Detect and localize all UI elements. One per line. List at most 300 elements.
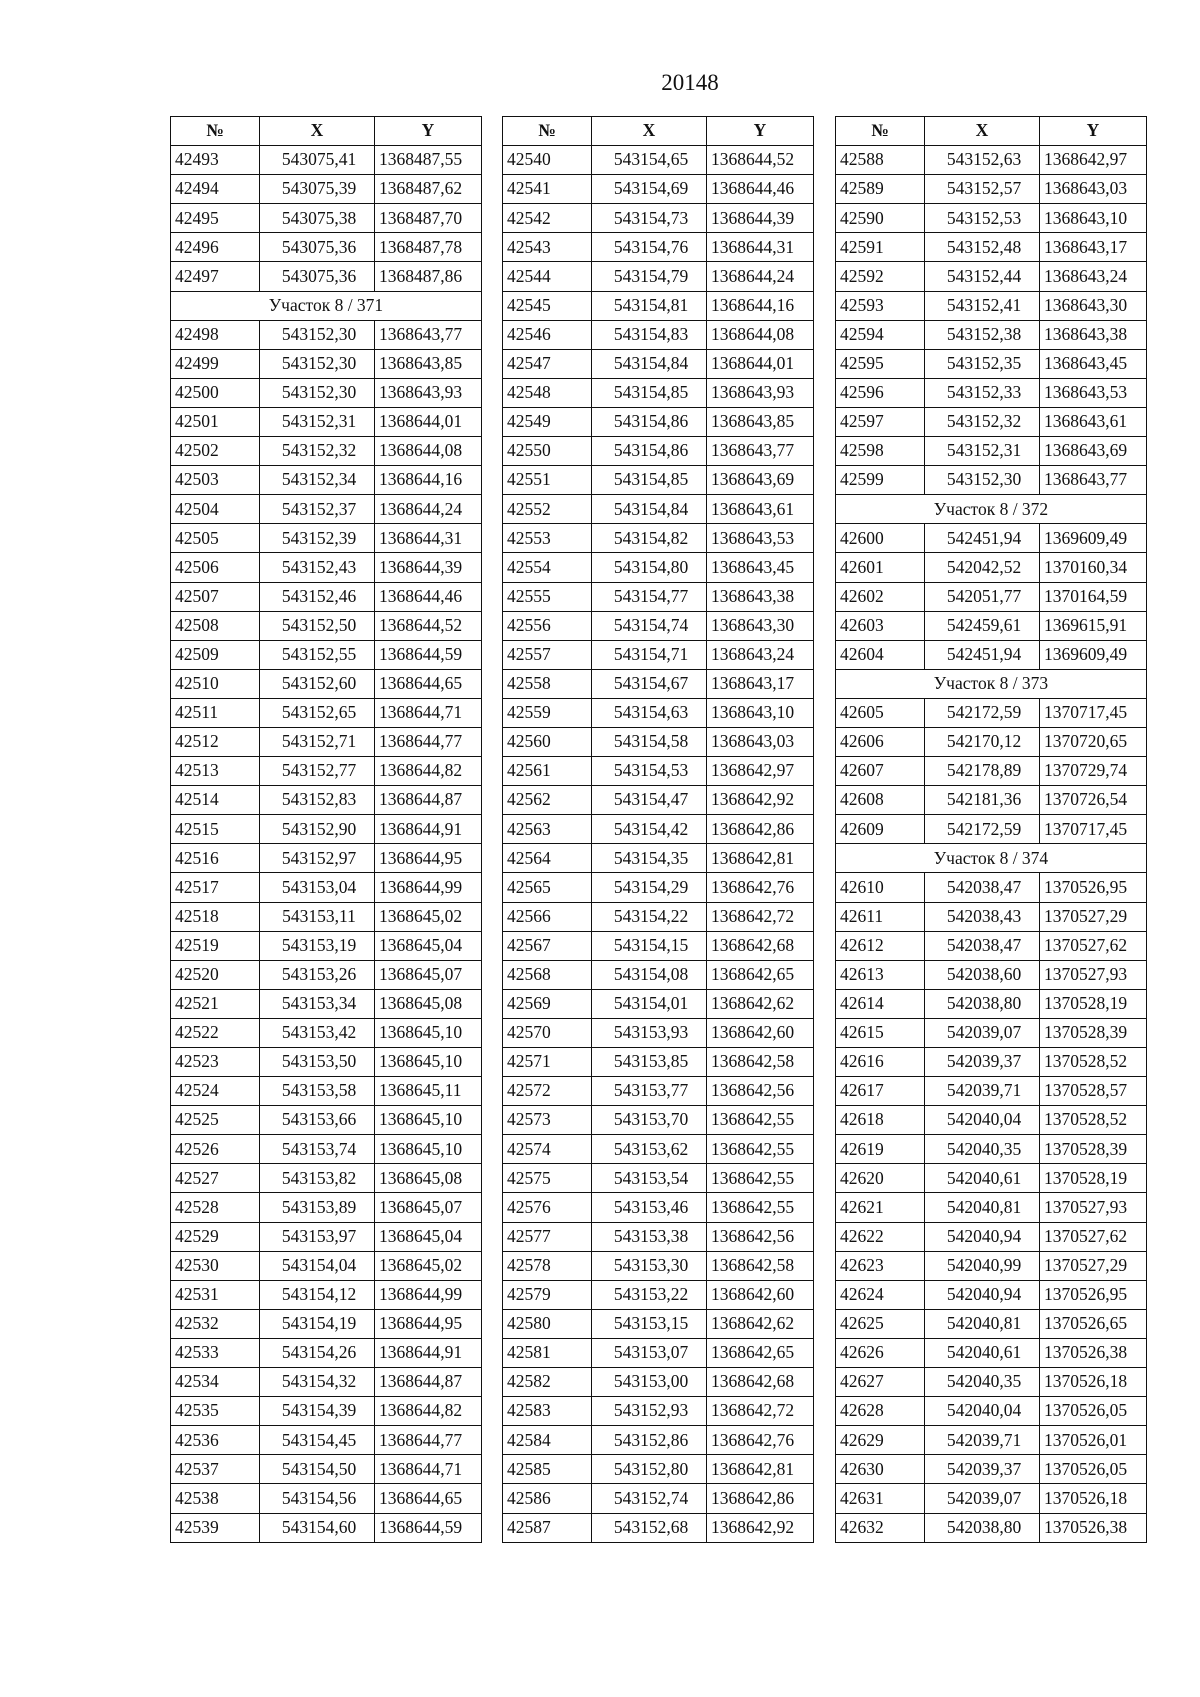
y-coordinate-cell: 1370526,01 xyxy=(1040,1426,1147,1455)
table-row xyxy=(836,873,1147,902)
table-row xyxy=(171,262,482,291)
header-number: № xyxy=(503,117,592,146)
x-coordinate-cell: 543154,56 xyxy=(260,1484,375,1513)
y-coordinate-cell: 1370526,18 xyxy=(1040,1368,1147,1397)
x-coordinate-cell: 543153,34 xyxy=(260,989,375,1018)
point-number-cell: 42621 xyxy=(836,1193,925,1222)
point-number-cell: 42549 xyxy=(503,407,592,436)
x-coordinate-cell: 543152,30 xyxy=(260,378,375,407)
y-coordinate-cell: 1368645,04 xyxy=(375,1222,482,1251)
point-number-cell: 42629 xyxy=(836,1426,925,1455)
y-coordinate-cell: 1368644,39 xyxy=(375,553,482,582)
y-coordinate-cell: 1368642,81 xyxy=(707,844,814,873)
y-coordinate-cell: 1368642,76 xyxy=(707,873,814,902)
x-coordinate-cell: 542451,94 xyxy=(925,640,1040,669)
x-coordinate-cell: 543153,74 xyxy=(260,1135,375,1164)
section-title: Участок 8 / 372 xyxy=(836,495,1147,524)
point-number-cell: 42514 xyxy=(171,786,260,815)
point-number-cell: 42515 xyxy=(171,815,260,844)
y-coordinate-cell: 1368643,30 xyxy=(707,611,814,640)
table-row xyxy=(836,262,1147,291)
point-number-cell: 42556 xyxy=(503,611,592,640)
x-coordinate-cell: 543153,22 xyxy=(592,1280,707,1309)
table-row xyxy=(503,1455,814,1484)
table-row xyxy=(836,1048,1147,1077)
table-row xyxy=(836,727,1147,756)
point-number-cell: 42615 xyxy=(836,1018,925,1047)
y-coordinate-cell: 1370527,29 xyxy=(1040,1251,1147,1280)
header-y: Y xyxy=(1040,117,1147,146)
x-coordinate-cell: 543152,86 xyxy=(592,1426,707,1455)
table-row xyxy=(171,611,482,640)
x-coordinate-cell: 543153,77 xyxy=(592,1077,707,1106)
y-coordinate-cell: 1370528,57 xyxy=(1040,1077,1147,1106)
y-coordinate-cell: 1368642,55 xyxy=(707,1135,814,1164)
table-row xyxy=(836,757,1147,786)
y-coordinate-cell: 1368644,52 xyxy=(707,146,814,175)
point-number-cell: 42608 xyxy=(836,786,925,815)
point-number-cell: 42526 xyxy=(171,1135,260,1164)
table-row xyxy=(171,989,482,1018)
point-number-cell: 42513 xyxy=(171,757,260,786)
section-row xyxy=(836,669,1147,698)
y-coordinate-cell: 1370526,95 xyxy=(1040,1280,1147,1309)
point-number-cell: 42531 xyxy=(171,1280,260,1309)
x-coordinate-cell: 543153,30 xyxy=(592,1251,707,1280)
table-row xyxy=(503,989,814,1018)
y-coordinate-cell: 1368645,02 xyxy=(375,902,482,931)
point-number-cell: 42616 xyxy=(836,1048,925,1077)
table-row xyxy=(836,1368,1147,1397)
y-coordinate-cell: 1368645,10 xyxy=(375,1048,482,1077)
point-number-cell: 42574 xyxy=(503,1135,592,1164)
table-row xyxy=(171,844,482,873)
point-number-cell: 42493 xyxy=(171,146,260,175)
point-number-cell: 42541 xyxy=(503,175,592,204)
point-number-cell: 42567 xyxy=(503,931,592,960)
x-coordinate-cell: 543075,41 xyxy=(260,146,375,175)
point-number-cell: 42562 xyxy=(503,786,592,815)
point-number-cell: 42559 xyxy=(503,698,592,727)
y-coordinate-cell: 1370527,93 xyxy=(1040,1193,1147,1222)
y-coordinate-cell: 1368644,82 xyxy=(375,757,482,786)
x-coordinate-cell: 542039,37 xyxy=(925,1455,1040,1484)
table-row xyxy=(171,1309,482,1338)
table-row xyxy=(836,1338,1147,1367)
x-coordinate-cell: 543153,97 xyxy=(260,1222,375,1251)
header-x: X xyxy=(592,117,707,146)
x-coordinate-cell: 542040,94 xyxy=(925,1222,1040,1251)
x-coordinate-cell: 543153,62 xyxy=(592,1135,707,1164)
x-coordinate-cell: 543154,73 xyxy=(592,204,707,233)
table-row xyxy=(503,262,814,291)
y-coordinate-cell: 1368643,77 xyxy=(707,437,814,466)
point-number-cell: 42518 xyxy=(171,902,260,931)
y-coordinate-cell: 1368644,01 xyxy=(707,349,814,378)
x-coordinate-cell: 543154,83 xyxy=(592,320,707,349)
table-row xyxy=(503,407,814,436)
table-row xyxy=(503,175,814,204)
y-coordinate-cell: 1368644,99 xyxy=(375,873,482,902)
point-number-cell: 42604 xyxy=(836,640,925,669)
point-number-cell: 42521 xyxy=(171,989,260,1018)
point-number-cell: 42503 xyxy=(171,466,260,495)
table-row xyxy=(171,1455,482,1484)
x-coordinate-cell: 542040,04 xyxy=(925,1397,1040,1426)
x-coordinate-cell: 543152,43 xyxy=(260,553,375,582)
y-coordinate-cell: 1370526,95 xyxy=(1040,873,1147,902)
table-row xyxy=(503,873,814,902)
y-coordinate-cell: 1370526,05 xyxy=(1040,1397,1147,1426)
point-number-cell: 42538 xyxy=(171,1484,260,1513)
x-coordinate-cell: 542040,61 xyxy=(925,1338,1040,1367)
y-coordinate-cell: 1370729,74 xyxy=(1040,757,1147,786)
x-coordinate-cell: 543152,46 xyxy=(260,582,375,611)
x-coordinate-cell: 543152,50 xyxy=(260,611,375,640)
header-number: № xyxy=(836,117,925,146)
x-coordinate-cell: 543153,42 xyxy=(260,1018,375,1047)
x-coordinate-cell: 543154,39 xyxy=(260,1397,375,1426)
x-coordinate-cell: 542039,07 xyxy=(925,1018,1040,1047)
y-coordinate-cell: 1368642,97 xyxy=(707,757,814,786)
x-coordinate-cell: 543152,30 xyxy=(925,466,1040,495)
x-coordinate-cell: 543154,71 xyxy=(592,640,707,669)
y-coordinate-cell: 1368643,53 xyxy=(1040,378,1147,407)
x-coordinate-cell: 543153,54 xyxy=(592,1164,707,1193)
y-coordinate-cell: 1368645,10 xyxy=(375,1018,482,1047)
y-coordinate-cell: 1370526,38 xyxy=(1040,1513,1147,1542)
table-row xyxy=(171,233,482,262)
table-row xyxy=(836,611,1147,640)
x-coordinate-cell: 543154,29 xyxy=(592,873,707,902)
table-row xyxy=(503,291,814,320)
x-coordinate-cell: 543154,79 xyxy=(592,262,707,291)
x-coordinate-cell: 543154,76 xyxy=(592,233,707,262)
coordinate-table-1 xyxy=(170,116,482,1543)
y-coordinate-cell: 1368487,70 xyxy=(375,204,482,233)
point-number-cell: 42618 xyxy=(836,1106,925,1135)
table-row xyxy=(171,1048,482,1077)
point-number-cell: 42595 xyxy=(836,349,925,378)
x-coordinate-cell: 542038,47 xyxy=(925,873,1040,902)
x-coordinate-cell: 542038,43 xyxy=(925,902,1040,931)
y-coordinate-cell: 1368643,24 xyxy=(1040,262,1147,291)
table-row xyxy=(503,669,814,698)
point-number-cell: 42627 xyxy=(836,1368,925,1397)
y-coordinate-cell: 1368644,82 xyxy=(375,1397,482,1426)
x-coordinate-cell: 543154,67 xyxy=(592,669,707,698)
x-coordinate-cell: 543152,93 xyxy=(592,1397,707,1426)
point-number-cell: 42512 xyxy=(171,727,260,756)
point-number-cell: 42494 xyxy=(171,175,260,204)
y-coordinate-cell: 1368642,60 xyxy=(707,1018,814,1047)
table-row xyxy=(836,1222,1147,1251)
x-coordinate-cell: 543152,32 xyxy=(925,407,1040,436)
y-coordinate-cell: 1368642,55 xyxy=(707,1193,814,1222)
table-row xyxy=(171,698,482,727)
point-number-cell: 42617 xyxy=(836,1077,925,1106)
table-row xyxy=(503,757,814,786)
table-row xyxy=(503,786,814,815)
y-coordinate-cell: 1368642,97 xyxy=(1040,146,1147,175)
x-coordinate-cell: 543152,57 xyxy=(925,175,1040,204)
y-coordinate-cell: 1370720,65 xyxy=(1040,727,1147,756)
point-number-cell: 42520 xyxy=(171,960,260,989)
y-coordinate-cell: 1368644,71 xyxy=(375,698,482,727)
table-row xyxy=(503,611,814,640)
y-coordinate-cell: 1368642,72 xyxy=(707,1397,814,1426)
y-coordinate-cell: 1368644,77 xyxy=(375,1426,482,1455)
x-coordinate-cell: 543153,58 xyxy=(260,1077,375,1106)
table-row xyxy=(171,1426,482,1455)
table-row xyxy=(836,407,1147,436)
y-coordinate-cell: 1368642,62 xyxy=(707,989,814,1018)
y-coordinate-cell: 1368644,91 xyxy=(375,1338,482,1367)
table-row xyxy=(503,815,814,844)
table-row xyxy=(503,1368,814,1397)
x-coordinate-cell: 543153,19 xyxy=(260,931,375,960)
x-coordinate-cell: 543154,42 xyxy=(592,815,707,844)
table-row xyxy=(171,1106,482,1135)
y-coordinate-cell: 1368644,08 xyxy=(375,437,482,466)
x-coordinate-cell: 543075,39 xyxy=(260,175,375,204)
x-coordinate-cell: 542040,81 xyxy=(925,1309,1040,1338)
table-row xyxy=(171,407,482,436)
point-number-cell: 42571 xyxy=(503,1048,592,1077)
x-coordinate-cell: 543154,80 xyxy=(592,553,707,582)
x-coordinate-cell: 543153,04 xyxy=(260,873,375,902)
table-row xyxy=(171,931,482,960)
point-number-cell: 42554 xyxy=(503,553,592,582)
x-coordinate-cell: 543153,66 xyxy=(260,1106,375,1135)
y-coordinate-cell: 1368642,86 xyxy=(707,1484,814,1513)
x-coordinate-cell: 543154,19 xyxy=(260,1309,375,1338)
point-number-cell: 42546 xyxy=(503,320,592,349)
table-row xyxy=(171,1368,482,1397)
x-coordinate-cell: 542172,59 xyxy=(925,815,1040,844)
y-coordinate-cell: 1368642,65 xyxy=(707,1338,814,1367)
y-coordinate-cell: 1368642,81 xyxy=(707,1455,814,1484)
point-number-cell: 42614 xyxy=(836,989,925,1018)
point-number-cell: 42533 xyxy=(171,1338,260,1367)
table-row xyxy=(836,378,1147,407)
x-coordinate-cell: 542038,80 xyxy=(925,989,1040,1018)
x-coordinate-cell: 543152,80 xyxy=(592,1455,707,1484)
y-coordinate-cell: 1368644,08 xyxy=(707,320,814,349)
coordinate-table-3 xyxy=(835,116,1147,1543)
point-number-cell: 42532 xyxy=(171,1309,260,1338)
header-number: № xyxy=(171,117,260,146)
x-coordinate-cell: 543153,26 xyxy=(260,960,375,989)
y-coordinate-cell: 1368645,11 xyxy=(375,1077,482,1106)
y-coordinate-cell: 1368645,07 xyxy=(375,960,482,989)
point-number-cell: 42563 xyxy=(503,815,592,844)
x-coordinate-cell: 543152,48 xyxy=(925,233,1040,262)
x-coordinate-cell: 542181,36 xyxy=(925,786,1040,815)
point-number-cell: 42542 xyxy=(503,204,592,233)
x-coordinate-cell: 542039,37 xyxy=(925,1048,1040,1077)
point-number-cell: 42507 xyxy=(171,582,260,611)
table-row xyxy=(503,960,814,989)
x-coordinate-cell: 542038,47 xyxy=(925,931,1040,960)
point-number-cell: 42609 xyxy=(836,815,925,844)
y-coordinate-cell: 1368643,85 xyxy=(375,349,482,378)
table-row xyxy=(503,582,814,611)
point-number-cell: 42566 xyxy=(503,902,592,931)
point-number-cell: 42499 xyxy=(171,349,260,378)
table-row xyxy=(836,1251,1147,1280)
table-header xyxy=(503,117,814,146)
x-coordinate-cell: 543153,46 xyxy=(592,1193,707,1222)
table-row xyxy=(836,815,1147,844)
x-coordinate-cell: 542038,80 xyxy=(925,1513,1040,1542)
point-number-cell: 42591 xyxy=(836,233,925,262)
point-number-cell: 42594 xyxy=(836,320,925,349)
table-row xyxy=(171,524,482,553)
y-coordinate-cell: 1370528,52 xyxy=(1040,1106,1147,1135)
point-number-cell: 42576 xyxy=(503,1193,592,1222)
y-coordinate-cell: 1368644,24 xyxy=(375,495,482,524)
x-coordinate-cell: 543075,36 xyxy=(260,262,375,291)
table-row xyxy=(503,931,814,960)
table-row xyxy=(503,1048,814,1077)
table-row xyxy=(836,146,1147,175)
table-row xyxy=(171,1193,482,1222)
table-row xyxy=(503,524,814,553)
y-coordinate-cell: 1368642,72 xyxy=(707,902,814,931)
table-row xyxy=(836,931,1147,960)
table-row xyxy=(503,1077,814,1106)
y-coordinate-cell: 1368644,91 xyxy=(375,815,482,844)
y-coordinate-cell: 1370527,93 xyxy=(1040,960,1147,989)
point-number-cell: 42587 xyxy=(503,1513,592,1542)
y-coordinate-cell: 1368643,24 xyxy=(707,640,814,669)
table-row xyxy=(836,902,1147,931)
point-number-cell: 42519 xyxy=(171,931,260,960)
table-row xyxy=(836,291,1147,320)
point-number-cell: 42631 xyxy=(836,1484,925,1513)
point-number-cell: 42632 xyxy=(836,1513,925,1542)
x-coordinate-cell: 543152,32 xyxy=(260,437,375,466)
x-coordinate-cell: 543154,69 xyxy=(592,175,707,204)
point-number-cell: 42584 xyxy=(503,1426,592,1455)
table-header xyxy=(836,117,1147,146)
table-row xyxy=(503,640,814,669)
x-coordinate-cell: 543154,50 xyxy=(260,1455,375,1484)
table-row xyxy=(171,669,482,698)
y-coordinate-cell: 1368643,03 xyxy=(1040,175,1147,204)
point-number-cell: 42588 xyxy=(836,146,925,175)
table-row xyxy=(503,1280,814,1309)
point-number-cell: 42553 xyxy=(503,524,592,553)
y-coordinate-cell: 1368643,61 xyxy=(707,495,814,524)
point-number-cell: 42622 xyxy=(836,1222,925,1251)
y-coordinate-cell: 1368642,76 xyxy=(707,1426,814,1455)
x-coordinate-cell: 543152,34 xyxy=(260,466,375,495)
table-row xyxy=(836,960,1147,989)
point-number-cell: 42572 xyxy=(503,1077,592,1106)
point-number-cell: 42610 xyxy=(836,873,925,902)
point-number-cell: 42497 xyxy=(171,262,260,291)
x-coordinate-cell: 543152,30 xyxy=(260,349,375,378)
y-coordinate-cell: 1368644,59 xyxy=(375,1513,482,1542)
point-number-cell: 42589 xyxy=(836,175,925,204)
x-coordinate-cell: 543152,39 xyxy=(260,524,375,553)
table-row xyxy=(836,989,1147,1018)
x-coordinate-cell: 542040,99 xyxy=(925,1251,1040,1280)
point-number-cell: 42626 xyxy=(836,1338,925,1367)
point-number-cell: 42511 xyxy=(171,698,260,727)
x-coordinate-cell: 543152,97 xyxy=(260,844,375,873)
table-row xyxy=(171,378,482,407)
point-number-cell: 42601 xyxy=(836,553,925,582)
y-coordinate-cell: 1368644,71 xyxy=(375,1455,482,1484)
y-coordinate-cell: 1368645,08 xyxy=(375,1164,482,1193)
point-number-cell: 42577 xyxy=(503,1222,592,1251)
point-number-cell: 42603 xyxy=(836,611,925,640)
y-coordinate-cell: 1368644,39 xyxy=(707,204,814,233)
x-coordinate-cell: 543154,77 xyxy=(592,582,707,611)
y-coordinate-cell: 1368643,17 xyxy=(1040,233,1147,262)
x-coordinate-cell: 543152,41 xyxy=(925,291,1040,320)
x-coordinate-cell: 543153,00 xyxy=(592,1368,707,1397)
y-coordinate-cell: 1368642,86 xyxy=(707,815,814,844)
table-row xyxy=(836,233,1147,262)
x-coordinate-cell: 543152,74 xyxy=(592,1484,707,1513)
x-coordinate-cell: 543154,65 xyxy=(592,146,707,175)
x-coordinate-cell: 542178,89 xyxy=(925,757,1040,786)
point-number-cell: 42575 xyxy=(503,1164,592,1193)
x-coordinate-cell: 543153,15 xyxy=(592,1309,707,1338)
x-coordinate-cell: 543152,60 xyxy=(260,669,375,698)
point-number-cell: 42628 xyxy=(836,1397,925,1426)
x-coordinate-cell: 543154,12 xyxy=(260,1280,375,1309)
table-row xyxy=(836,1397,1147,1426)
x-coordinate-cell: 543154,47 xyxy=(592,786,707,815)
y-coordinate-cell: 1368643,38 xyxy=(707,582,814,611)
point-number-cell: 42530 xyxy=(171,1251,260,1280)
point-number-cell: 42551 xyxy=(503,466,592,495)
table-row xyxy=(836,553,1147,582)
table-row xyxy=(503,1193,814,1222)
table-row xyxy=(171,1222,482,1251)
x-coordinate-cell: 543154,58 xyxy=(592,727,707,756)
coordinate-table-2 xyxy=(502,116,814,1543)
y-coordinate-cell: 1368642,55 xyxy=(707,1164,814,1193)
table-row xyxy=(503,466,814,495)
point-number-cell: 42544 xyxy=(503,262,592,291)
x-coordinate-cell: 543153,93 xyxy=(592,1018,707,1047)
point-number-cell: 42540 xyxy=(503,146,592,175)
table-row xyxy=(503,1018,814,1047)
y-coordinate-cell: 1368643,10 xyxy=(707,698,814,727)
x-coordinate-cell: 543154,82 xyxy=(592,524,707,553)
x-coordinate-cell: 543152,65 xyxy=(260,698,375,727)
y-coordinate-cell: 1368642,58 xyxy=(707,1048,814,1077)
point-number-cell: 42550 xyxy=(503,437,592,466)
y-coordinate-cell: 1368643,93 xyxy=(375,378,482,407)
x-coordinate-cell: 542051,77 xyxy=(925,582,1040,611)
y-coordinate-cell: 1368645,04 xyxy=(375,931,482,960)
x-coordinate-cell: 543154,04 xyxy=(260,1251,375,1280)
x-coordinate-cell: 543152,31 xyxy=(925,437,1040,466)
table-row xyxy=(503,1251,814,1280)
point-number-cell: 42582 xyxy=(503,1368,592,1397)
y-coordinate-cell: 1368643,69 xyxy=(1040,437,1147,466)
point-number-cell: 42600 xyxy=(836,524,925,553)
table-row xyxy=(503,233,814,262)
x-coordinate-cell: 542039,71 xyxy=(925,1426,1040,1455)
